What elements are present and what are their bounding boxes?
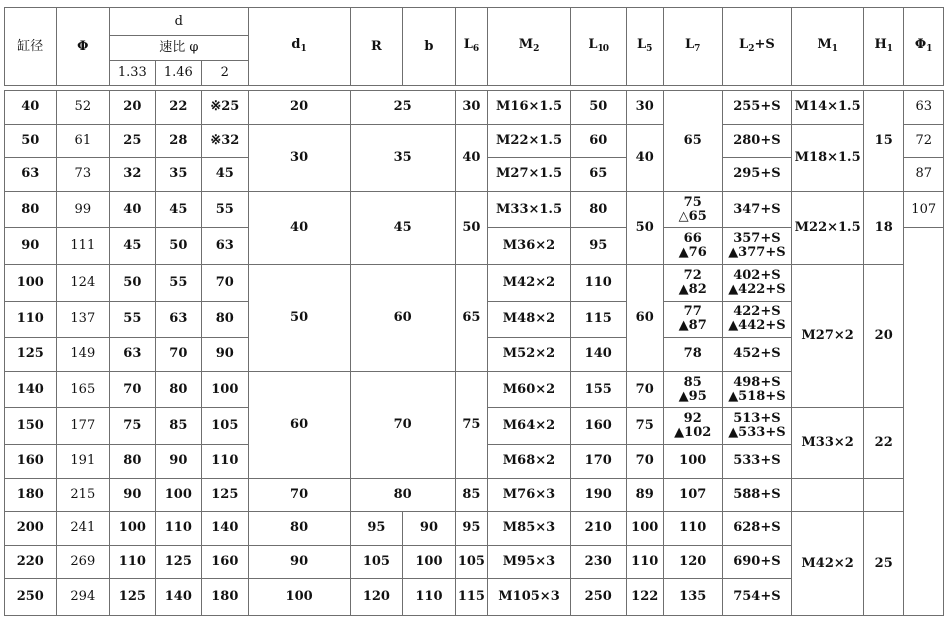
cell-r: 105 bbox=[350, 545, 403, 579]
cell-l10: 160 bbox=[570, 408, 626, 445]
cell-l7-top: 92 bbox=[683, 411, 702, 427]
cell-l5: 70 bbox=[626, 371, 663, 408]
cell-m2: M16×1.5 bbox=[488, 91, 571, 125]
cell-h1: 22 bbox=[864, 408, 904, 478]
cell-m2: M95×3 bbox=[488, 545, 571, 579]
cell-l2s: 628+S bbox=[722, 512, 792, 546]
cell-l7 bbox=[663, 408, 722, 445]
cell-phi: 177 bbox=[56, 408, 110, 445]
cell-phi: 191 bbox=[56, 445, 110, 479]
cell-l2s-bottom: ▲533+S bbox=[728, 425, 786, 441]
cell-l2s-top: 513+S bbox=[733, 411, 781, 427]
header-ratio-133: 1.33 bbox=[110, 61, 155, 86]
cell-l6: 40 bbox=[455, 124, 487, 191]
cell-b: 110 bbox=[403, 579, 456, 616]
cell-d146: 85 bbox=[155, 408, 201, 445]
cell-d146: 110 bbox=[155, 512, 201, 546]
cell-d146: 100 bbox=[155, 478, 201, 512]
cell-l5: 75 bbox=[626, 408, 663, 445]
cell-m2: M52×2 bbox=[488, 338, 571, 372]
table-row bbox=[5, 478, 944, 512]
cell-l10: 155 bbox=[570, 371, 626, 408]
cell-m2: M33×1.5 bbox=[488, 191, 571, 228]
cell-l2s-bottom: ▲518+S bbox=[728, 388, 786, 404]
cell-r: 60 bbox=[350, 264, 455, 371]
cell-d1: 70 bbox=[248, 478, 350, 512]
cell-m2: M105×3 bbox=[488, 579, 571, 616]
cell-d2: ※32 bbox=[202, 124, 248, 158]
cell-d2: 90 bbox=[202, 338, 248, 372]
cell-d133: 20 bbox=[110, 91, 155, 125]
table-row bbox=[5, 264, 944, 301]
cell-phi1: 63 bbox=[904, 91, 944, 125]
cell-d2: 110 bbox=[202, 445, 248, 479]
cell-l2s: 452+S bbox=[722, 338, 792, 372]
cell-l6: 95 bbox=[455, 512, 487, 546]
cell-d133: 125 bbox=[110, 579, 155, 616]
cell-h1: 18 bbox=[864, 191, 904, 264]
cell-l2s: 533+S bbox=[722, 445, 792, 479]
cell-m2: M85×3 bbox=[488, 512, 571, 546]
cell-l10: 210 bbox=[570, 512, 626, 546]
cell-bore: 50 bbox=[5, 124, 57, 158]
cell-l2s: 255+S bbox=[722, 91, 792, 125]
cell-d146: 50 bbox=[155, 228, 201, 265]
cell-d2: 125 bbox=[202, 478, 248, 512]
cell-d146: 55 bbox=[155, 264, 201, 301]
cell-m2: M36×2 bbox=[488, 228, 571, 265]
cell-l7-bottom: ▲102 bbox=[674, 425, 712, 441]
cell-m2: M60×2 bbox=[488, 371, 571, 408]
cell-l2s bbox=[722, 408, 792, 445]
cell-l7-top: 85 bbox=[683, 374, 702, 390]
cell-d2: 45 bbox=[202, 158, 248, 192]
cell-h1: 20 bbox=[864, 264, 904, 407]
cell-r: 120 bbox=[350, 579, 403, 616]
cell-l7 bbox=[663, 264, 722, 301]
cell-d133: 110 bbox=[110, 545, 155, 579]
cell-l2s-top: 357+S bbox=[733, 231, 781, 247]
cell-m1: M14×1.5 bbox=[792, 91, 864, 125]
cell-phi: 137 bbox=[56, 301, 110, 338]
cell-l2s: 347+S bbox=[722, 191, 792, 228]
header-bore: 缸径 bbox=[5, 8, 57, 86]
cell-l7-top: 75 bbox=[683, 194, 702, 210]
cell-l7-top: 72 bbox=[683, 267, 702, 283]
cell-d2: 55 bbox=[202, 191, 248, 228]
cell-m1: M18×1.5 bbox=[792, 124, 864, 191]
cell-l7: 78 bbox=[663, 338, 722, 372]
cell-d133: 90 bbox=[110, 478, 155, 512]
cell-d146: 63 bbox=[155, 301, 201, 338]
table-row bbox=[5, 512, 944, 546]
cell-l5: 60 bbox=[626, 264, 663, 371]
cell-l7-bottom: ▲87 bbox=[678, 318, 707, 334]
header-l10: $L_{10}$ bbox=[570, 8, 626, 86]
cell-l5: 30 bbox=[626, 91, 663, 125]
cell-l2s bbox=[722, 371, 792, 408]
header-phi1: $\Phi_1$ bbox=[904, 8, 944, 86]
cell-d2: 100 bbox=[202, 371, 248, 408]
cell-l2s bbox=[722, 301, 792, 338]
cell-d1: 60 bbox=[248, 371, 350, 478]
cell-m1-blank bbox=[792, 478, 864, 512]
cell-m1: M42×2 bbox=[792, 512, 864, 616]
table-row bbox=[5, 124, 944, 158]
cell-l7-top: 66 bbox=[683, 231, 702, 247]
header-d1: $d_1$ bbox=[248, 8, 350, 86]
cell-l7: 100 bbox=[663, 445, 722, 479]
header-ratio-2: 2 bbox=[202, 61, 248, 86]
cell-d1: 80 bbox=[248, 512, 350, 546]
cell-l6: 85 bbox=[455, 478, 487, 512]
cell-m2: M42×2 bbox=[488, 264, 571, 301]
cell-d2: 160 bbox=[202, 545, 248, 579]
cell-d133: 50 bbox=[110, 264, 155, 301]
cell-l5: 100 bbox=[626, 512, 663, 546]
header-l5: $L_5$ bbox=[626, 8, 663, 86]
cell-l2s-bottom: ▲377+S bbox=[728, 245, 786, 261]
cell-phi: 149 bbox=[56, 338, 110, 372]
cell-phi1-blank bbox=[904, 228, 944, 616]
cell-bore: 140 bbox=[5, 371, 57, 408]
table-row bbox=[5, 191, 944, 228]
cell-l5: 110 bbox=[626, 545, 663, 579]
cell-d133: 55 bbox=[110, 301, 155, 338]
cell-b: 90 bbox=[403, 512, 456, 546]
cell-l7-bottom: ▲95 bbox=[678, 388, 707, 404]
cell-d133: 32 bbox=[110, 158, 155, 192]
cell-phi1: 107 bbox=[904, 191, 944, 228]
cell-l7-bottom: ▲82 bbox=[678, 281, 707, 297]
cell-bore: 160 bbox=[5, 445, 57, 479]
cell-bore: 63 bbox=[5, 158, 57, 192]
cell-d146: 28 bbox=[155, 124, 201, 158]
cell-l7-bottom: ▲76 bbox=[678, 245, 707, 261]
cell-m2: M27×1.5 bbox=[488, 158, 571, 192]
cell-bore: 125 bbox=[5, 338, 57, 372]
header-d: d bbox=[110, 8, 248, 36]
cell-d2: 105 bbox=[202, 408, 248, 445]
cell-l7: 120 bbox=[663, 545, 722, 579]
cell-d2: 140 bbox=[202, 512, 248, 546]
cell-r: 70 bbox=[350, 371, 455, 478]
cell-d146: 125 bbox=[155, 545, 201, 579]
cell-bore: 150 bbox=[5, 408, 57, 445]
cell-r: 95 bbox=[350, 512, 403, 546]
cell-d1: 40 bbox=[248, 191, 350, 264]
cell-d1: 90 bbox=[248, 545, 350, 579]
cell-l10: 95 bbox=[570, 228, 626, 265]
cell-h1: 25 bbox=[864, 512, 904, 616]
header-m1: $M_1$ bbox=[792, 8, 864, 86]
cell-phi: 61 bbox=[56, 124, 110, 158]
cell-l2s: 690+S bbox=[722, 545, 792, 579]
cell-phi: 165 bbox=[56, 371, 110, 408]
cell-phi1: 87 bbox=[904, 158, 944, 192]
cell-l2s bbox=[722, 264, 792, 301]
cell-d146: 45 bbox=[155, 191, 201, 228]
cell-l7 bbox=[663, 371, 722, 408]
cell-l6: 50 bbox=[455, 191, 487, 264]
cell-phi1: 72 bbox=[904, 124, 944, 158]
cell-l7: 110 bbox=[663, 512, 722, 546]
cell-d146: 70 bbox=[155, 338, 201, 372]
cell-d133: 80 bbox=[110, 445, 155, 479]
cell-bore: 220 bbox=[5, 545, 57, 579]
cell-m2: M68×2 bbox=[488, 445, 571, 479]
header-speed-ratio: 速比 φ bbox=[110, 36, 248, 61]
cell-l2s: 588+S bbox=[722, 478, 792, 512]
cell-l7-top: 77 bbox=[683, 304, 702, 320]
cell-d2: 70 bbox=[202, 264, 248, 301]
cell-l10: 80 bbox=[570, 191, 626, 228]
cell-d133: 70 bbox=[110, 371, 155, 408]
header-l6: $L_6$ bbox=[455, 8, 487, 86]
cell-l6: 75 bbox=[455, 371, 487, 478]
header-b: b bbox=[403, 8, 456, 86]
cell-phi: 269 bbox=[56, 545, 110, 579]
cell-l2s bbox=[722, 228, 792, 265]
cell-phi: 73 bbox=[56, 158, 110, 192]
cell-l7-bottom: △65 bbox=[678, 208, 707, 224]
cell-d2: 80 bbox=[202, 301, 248, 338]
cell-r: 80 bbox=[350, 478, 455, 512]
cell-l5: 40 bbox=[626, 124, 663, 191]
cell-l10: 190 bbox=[570, 478, 626, 512]
header-l7: $L_7$ bbox=[663, 8, 722, 86]
cell-phi: 52 bbox=[56, 91, 110, 125]
cell-l2s: 295+S bbox=[722, 158, 792, 192]
cell-m1: M27×2 bbox=[792, 264, 864, 407]
cell-l7: 65 bbox=[663, 91, 722, 192]
cell-l5: 89 bbox=[626, 478, 663, 512]
cell-l7: 135 bbox=[663, 579, 722, 616]
cell-phi: 241 bbox=[56, 512, 110, 546]
cell-l7 bbox=[663, 191, 722, 228]
cell-bore: 110 bbox=[5, 301, 57, 338]
cell-r: 35 bbox=[350, 124, 455, 191]
cell-m2: M22×1.5 bbox=[488, 124, 571, 158]
cell-l6: 30 bbox=[455, 91, 487, 125]
cell-d1: 50 bbox=[248, 264, 350, 371]
cell-d1: 20 bbox=[248, 91, 350, 125]
cell-m2: M64×2 bbox=[488, 408, 571, 445]
cell-phi: 124 bbox=[56, 264, 110, 301]
cell-d133: 100 bbox=[110, 512, 155, 546]
cell-l7: 107 bbox=[663, 478, 722, 512]
cell-phi: 215 bbox=[56, 478, 110, 512]
cell-l7 bbox=[663, 228, 722, 265]
header-phi: Φ bbox=[56, 8, 110, 86]
cell-l6: 105 bbox=[455, 545, 487, 579]
cell-l10: 60 bbox=[570, 124, 626, 158]
cell-h1-blank bbox=[864, 478, 904, 512]
cell-d133: 45 bbox=[110, 228, 155, 265]
cell-d1: 30 bbox=[248, 124, 350, 191]
cell-d133: 25 bbox=[110, 124, 155, 158]
header-h1: $H_1$ bbox=[864, 8, 904, 86]
cell-l10: 250 bbox=[570, 579, 626, 616]
cell-l10: 65 bbox=[570, 158, 626, 192]
cell-h1: 15 bbox=[864, 91, 904, 192]
header-ratio-146: 1.46 bbox=[155, 61, 201, 86]
cell-l10: 50 bbox=[570, 91, 626, 125]
cell-bore: 180 bbox=[5, 478, 57, 512]
cell-l2s: 280+S bbox=[722, 124, 792, 158]
cell-bore: 200 bbox=[5, 512, 57, 546]
cell-r: 25 bbox=[350, 91, 455, 125]
cell-l10: 140 bbox=[570, 338, 626, 372]
cell-l2s-bottom: ▲422+S bbox=[728, 281, 786, 297]
cell-d146: 35 bbox=[155, 158, 201, 192]
cell-l5: 70 bbox=[626, 445, 663, 479]
cell-b: 100 bbox=[403, 545, 456, 579]
cell-d146: 140 bbox=[155, 579, 201, 616]
cell-d133: 75 bbox=[110, 408, 155, 445]
cell-r: 45 bbox=[350, 191, 455, 264]
cell-m1: M33×2 bbox=[792, 408, 864, 478]
cell-l2s-top: 422+S bbox=[733, 304, 781, 320]
cell-d133: 63 bbox=[110, 338, 155, 372]
cell-l7 bbox=[663, 301, 722, 338]
cell-bore: 80 bbox=[5, 191, 57, 228]
cell-d146: 22 bbox=[155, 91, 201, 125]
cell-l10: 230 bbox=[570, 545, 626, 579]
cell-l10: 115 bbox=[570, 301, 626, 338]
cell-l5: 50 bbox=[626, 191, 663, 264]
cell-phi: 99 bbox=[56, 191, 110, 228]
cell-bore: 250 bbox=[5, 579, 57, 616]
cell-m2: M48×2 bbox=[488, 301, 571, 338]
cell-d146: 80 bbox=[155, 371, 201, 408]
cell-l2s-bottom: ▲442+S bbox=[728, 318, 786, 334]
cell-l2s-top: 498+S bbox=[733, 374, 781, 390]
cell-l10: 110 bbox=[570, 264, 626, 301]
cylinder-dimension-table bbox=[4, 7, 944, 616]
cell-l6: 115 bbox=[455, 579, 487, 616]
table-row bbox=[5, 91, 944, 125]
cell-l6: 65 bbox=[455, 264, 487, 371]
header-m2: $M_2$ bbox=[488, 8, 571, 86]
cell-m2: M76×3 bbox=[488, 478, 571, 512]
cell-d2: 180 bbox=[202, 579, 248, 616]
cell-bore: 100 bbox=[5, 264, 57, 301]
cell-d133: 40 bbox=[110, 191, 155, 228]
cell-d146: 90 bbox=[155, 445, 201, 479]
cell-phi: 294 bbox=[56, 579, 110, 616]
cell-l10: 170 bbox=[570, 445, 626, 479]
cell-m1: M22×1.5 bbox=[792, 191, 864, 264]
cell-bore: 90 bbox=[5, 228, 57, 265]
header-l2s: $L_2+S$ bbox=[722, 8, 792, 86]
cell-d2: ※25 bbox=[202, 91, 248, 125]
header-r: R bbox=[350, 8, 403, 86]
cell-d1: 100 bbox=[248, 579, 350, 616]
cell-l2s-top: 402+S bbox=[733, 267, 781, 283]
cell-phi: 111 bbox=[56, 228, 110, 265]
cell-d2: 63 bbox=[202, 228, 248, 265]
cell-l5: 122 bbox=[626, 579, 663, 616]
cell-l2s: 754+S bbox=[722, 579, 792, 616]
cell-bore: 40 bbox=[5, 91, 57, 125]
